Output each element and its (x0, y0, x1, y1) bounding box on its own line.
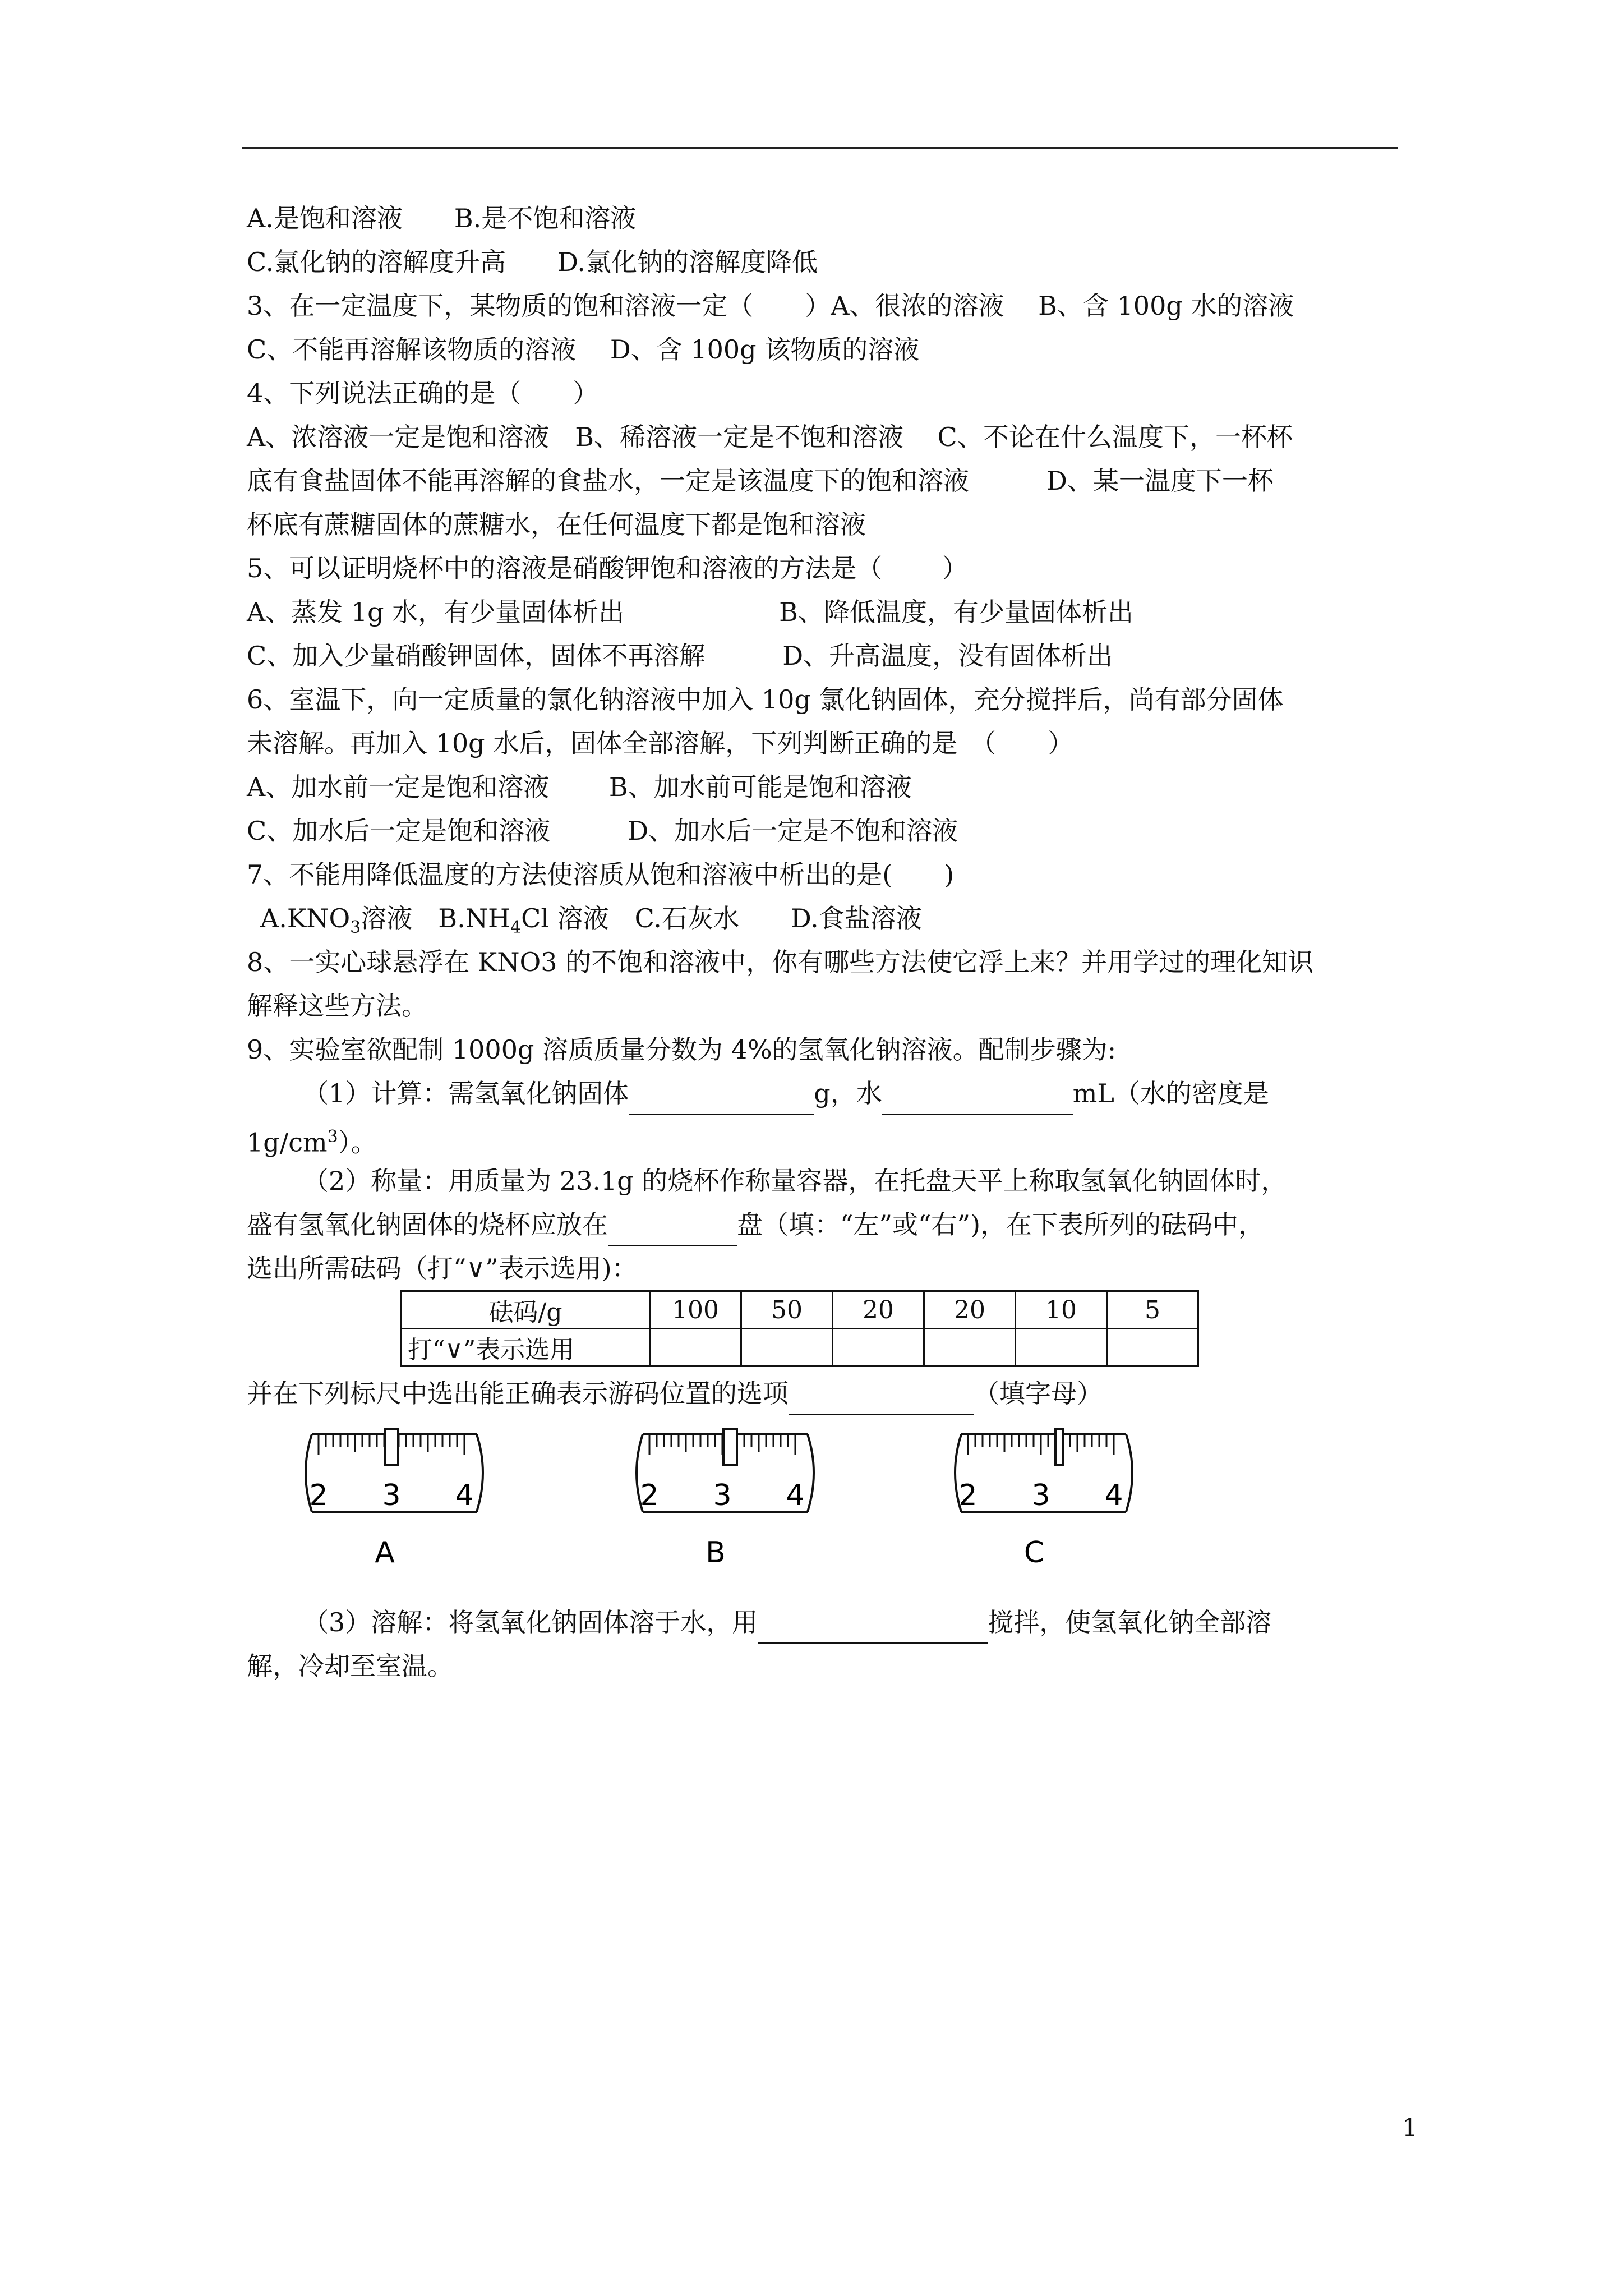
rider-marker (385, 1429, 398, 1465)
page-number: 1 (1402, 2114, 1418, 2142)
table-row (402, 1291, 1198, 1329)
weight-value: 20 (833, 1291, 924, 1329)
rider-rulers (247, 1415, 1402, 1600)
naoh-mass-blank[interactable] (629, 1084, 814, 1115)
weight-select-cell[interactable] (741, 1329, 833, 1366)
step-2-weigh: （2）称量：用质量为 23.1g 的烧杯作称量容器，在托盘天平上称取氢氧化钠固体时， (303, 1166, 1287, 1196)
step-3-dissolve: （3）溶解：将氢氧化钠固体溶于水，用 搅拌，使氢氧化钠全部溶 (247, 1600, 1402, 1644)
rider-marker (1055, 1429, 1063, 1465)
tick-label: 3 (713, 1479, 732, 1512)
rider-question: 并在下列标尺中选出能正确表示游码位置的选项 （填字母） (247, 1372, 1402, 1415)
ruler-right-edge (808, 1434, 814, 1512)
ruler-label: C (1023, 1536, 1045, 1570)
step-1-calc: （1）计算：需氢氧化钠固体 g，水 mL（水的密度是 (247, 1071, 1402, 1115)
question-6: 6、室温下，向一定质量的氯化钠溶液中加入 10g 氯化钠固体，充分搅拌后，尚有部分固体 (247, 684, 1284, 715)
rider-marker (723, 1429, 737, 1465)
question-4-line-c: 杯底有蔗糖固体的蔗糖水，在任何温度下都是饱和溶液 (247, 509, 866, 540)
question-4-line-a: A、浓溶液一定是饱和溶液 B、稀溶液一定是不饱和溶液 C、不论在什么温度下，一杯杯 (247, 422, 1293, 452)
weight-value: 50 (741, 1291, 833, 1329)
ruler-c (946, 1422, 1136, 1590)
weight-value: 100 (650, 1291, 741, 1329)
table-header-cell: 打“∨”表示选用 (402, 1329, 650, 1366)
question-5: 5、可以证明烧杯中的溶液是硝酸钾饱和溶液的方法是（ ） (247, 553, 968, 583)
weight-value: 5 (1107, 1291, 1198, 1329)
question-8: 8、一实心球悬浮在 KNO3 的不饱和溶液中，你有哪些方法使它浮上来？并用学过的理化知识 (247, 947, 1314, 977)
question-3: 3、在一定温度下，某物质的饱和溶液一定（ ）A、很浓的溶液 B、含 100g 水的溶液 (247, 291, 1294, 321)
tick-label: 2 (958, 1479, 978, 1512)
weights-table (400, 1290, 1199, 1367)
table-row (402, 1329, 1198, 1366)
question-6-options-ab: A、加水前一定是饱和溶液 B、加水前可能是饱和溶液 (247, 772, 912, 802)
ruler-right-edge (1126, 1434, 1132, 1512)
tick-label: 4 (455, 1479, 474, 1512)
question-5-options-cd: C、加入少量硝酸钾固体，固体不再溶解 D、升高温度，没有固体析出 (247, 641, 1113, 671)
ruler-ticks (968, 1434, 1114, 1455)
weight-value: 20 (924, 1291, 1016, 1329)
step-2-select: 选出所需砝码（打“∨”表示选用)： (247, 1253, 638, 1283)
question-4-line-b: 底有食盐固体不能再溶解的食盐水，一定是该温度下的饱和溶液 D、某一温度下一杯 (247, 466, 1274, 496)
tick-label: 2 (640, 1479, 659, 1512)
weight-value: 10 (1016, 1291, 1107, 1329)
tick-label: 2 (309, 1479, 328, 1512)
weight-select-cell[interactable] (924, 1329, 1016, 1366)
tick-label: 3 (382, 1479, 401, 1512)
question-7: 7、不能用降低温度的方法使溶质从饱和溶液中析出的是( ) (247, 859, 955, 890)
question-3-options: C、不能再溶解该物质的溶液 D、含 100g 该物质的溶液 (247, 334, 920, 365)
table-header-cell: 砝码/g (402, 1291, 650, 1329)
weight-select-cell[interactable] (1016, 1329, 1107, 1366)
question-5-options-ab: A、蒸发 1g 水，有少量固体析出 B、降低温度，有少量固体析出 (247, 597, 1133, 627)
step-1-cont: $1g/cm^3$）。 (247, 1127, 377, 1158)
tick-label: 4 (786, 1479, 805, 1512)
question-6-cont: 未溶解。再加入 10g 水后，固体全部溶解，下列判断正确的是 （ ） (247, 728, 1074, 758)
weight-select-cell[interactable] (650, 1329, 741, 1366)
ruler-b (627, 1422, 818, 1590)
pan-side-blank[interactable] (608, 1216, 737, 1246)
ruler-label: B (706, 1536, 726, 1570)
ruler-a (296, 1422, 487, 1590)
ruler-label: A (375, 1536, 395, 1570)
question-7-options: $A.KNO_3$溶液 $B.NH_4Cl$ 溶液 C.石灰水 D.食盐溶液 (260, 903, 922, 938)
worksheet (247, 196, 1402, 1688)
question-8-cont: 解释这些方法。 (247, 991, 427, 1021)
rider-answer-blank[interactable] (789, 1384, 974, 1415)
question-4: 4、下列说法正确的是（ ） (247, 378, 599, 408)
weight-select-cell[interactable] (1107, 1329, 1198, 1366)
question-9: 9、实验室欲配制 1000g 溶质质量分数为 4%的氢氧化钠溶液。配制步骤为: (247, 1034, 1117, 1065)
water-volume-blank[interactable] (882, 1084, 1073, 1115)
stir-tool-blank[interactable] (758, 1613, 988, 1644)
tick-label: 4 (1104, 1479, 1123, 1512)
step-2-cont: 盛有氢氧化钠固体的烧杯应放在 盘（填：“左”或“右”)，在下表所列的砝码中， (247, 1203, 1402, 1246)
ruler-right-edge (477, 1434, 483, 1512)
header-rule (242, 147, 1398, 149)
line-1: A.是饱和溶液 B.是不饱和溶液 (247, 203, 637, 233)
question-6-options-cd: C、加水后一定是饱和溶液 D、加水后一定是不饱和溶液 (247, 816, 958, 846)
line-2: C.氯化钠的溶解度升高 D.氯化钠的溶解度降低 (247, 247, 818, 277)
tick-label: 3 (1031, 1479, 1050, 1512)
weight-select-cell[interactable] (833, 1329, 924, 1366)
step-3-cont: 解，冷却至室温。 (247, 1651, 453, 1681)
